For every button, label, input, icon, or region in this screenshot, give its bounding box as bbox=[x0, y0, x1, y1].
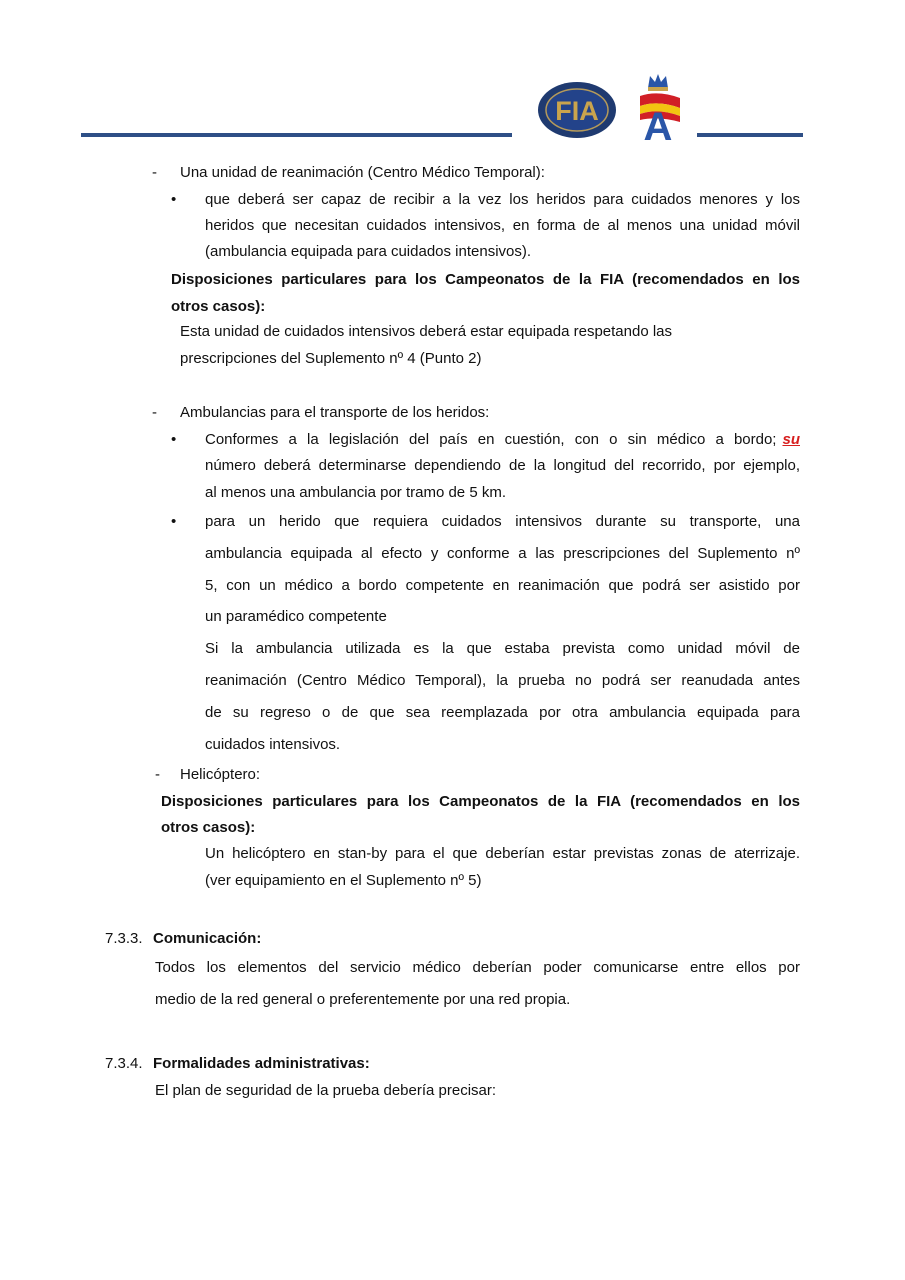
section-number: 7.3.4. bbox=[105, 1055, 143, 1072]
disposiciones-heading: otros casos): bbox=[171, 298, 266, 315]
section-title-formalidades: Formalidades administrativas: bbox=[153, 1055, 370, 1072]
paragraph-line: (ambulancia equipada para cuidados intensivos). bbox=[205, 243, 532, 260]
paragraph-line: heridos que necesitan cuidados intensivos, en forma de al menos una unidad móvil bbox=[205, 217, 800, 234]
paragraph-line: para un herido que requiera cuidados intensivos durante su transporte, una bbox=[205, 513, 800, 530]
highlight-su: su bbox=[782, 431, 800, 448]
paragraph-text: Conformes a la legislación del país en cuestión, con o sin médico a bordo; bbox=[205, 431, 777, 448]
section-number: 7.3.3. bbox=[105, 930, 143, 947]
list-dash: - bbox=[152, 404, 157, 421]
bullet: • bbox=[171, 191, 177, 208]
svg-text:FIA: FIA bbox=[555, 96, 599, 126]
list-dash: - bbox=[152, 164, 157, 181]
note-line: (ver equipamiento en el Suplemento nº 5) bbox=[205, 872, 482, 889]
paragraph-line: de su regreso o de que sea reemplazada por otra ambulancia equipada para bbox=[205, 704, 800, 721]
note-line: Esta unidad de cuidados intensivos deberá estar equipada respetando las bbox=[180, 323, 673, 340]
paragraph-line: un paramédico competente bbox=[205, 608, 387, 625]
bullet: • bbox=[171, 513, 177, 530]
disposiciones-heading: Disposiciones particulares para los Campeonatos de la FIA (recomendados en los bbox=[161, 793, 800, 810]
note-line: Un helicóptero en stan-by para el que deberían estar previstas zonas de aterrizaje. bbox=[205, 845, 800, 862]
item-title-reanimacion: Una unidad de reanimación (Centro Médico Temporal): bbox=[180, 164, 545, 181]
bullet: • bbox=[171, 431, 177, 448]
paragraph-line: El plan de seguridad de la prueba debería precisar: bbox=[155, 1082, 497, 1099]
paragraph-line: Todos los elementos del servicio médico deberían poder comunicarse entre ellos por bbox=[155, 959, 800, 976]
paragraph-line: medio de la red general o preferentemente por una red propia. bbox=[155, 991, 571, 1008]
fia-logo bbox=[536, 80, 618, 140]
section-title-comunicacion: Comunicación: bbox=[153, 930, 262, 947]
paragraph-line: cuidados intensivos. bbox=[205, 736, 341, 753]
list-dash: - bbox=[155, 766, 160, 783]
paragraph-line: reanimación (Centro Médico Temporal), la prueba no podrá ser reanudada antes bbox=[205, 672, 800, 689]
note-line: prescripciones del Suplemento nº 4 (Punto 2) bbox=[180, 350, 482, 367]
disposiciones-heading: otros casos): bbox=[161, 819, 256, 836]
paragraph-line: 5, con un médico a bordo competente en reanimación que podrá ser asistido por bbox=[205, 577, 800, 594]
paragraph-line: que deberá ser capaz de recibir a la vez los heridos para cuidados menores y los bbox=[205, 191, 800, 208]
item-title-ambulancias: Ambulancias para el transporte de los heridos: bbox=[180, 404, 490, 421]
paragraph-line: al menos una ambulancia por tramo de 5 km. bbox=[205, 484, 506, 501]
paragraph-line bbox=[205, 431, 800, 448]
disposiciones-heading: Disposiciones particulares para los Campeonatos de la FIA (recomendados en los bbox=[171, 271, 800, 288]
rfeda-logo bbox=[624, 70, 692, 142]
paragraph-line: Si la ambulancia utilizada es la que estaba prevista como unidad móvil de bbox=[205, 640, 800, 657]
item-title-helicoptero: Helicóptero: bbox=[180, 766, 261, 783]
header-rule-right bbox=[697, 133, 803, 137]
header-rule-left bbox=[81, 133, 512, 137]
paragraph-line: ambulancia equipada al efecto y conforme a las prescripciones del Suplemento nº bbox=[205, 545, 800, 562]
paragraph-line: número deberá determinarse dependiendo de la longitud del recorrido, por ejemplo, bbox=[205, 457, 800, 474]
svg-text:A: A bbox=[643, 105, 673, 142]
